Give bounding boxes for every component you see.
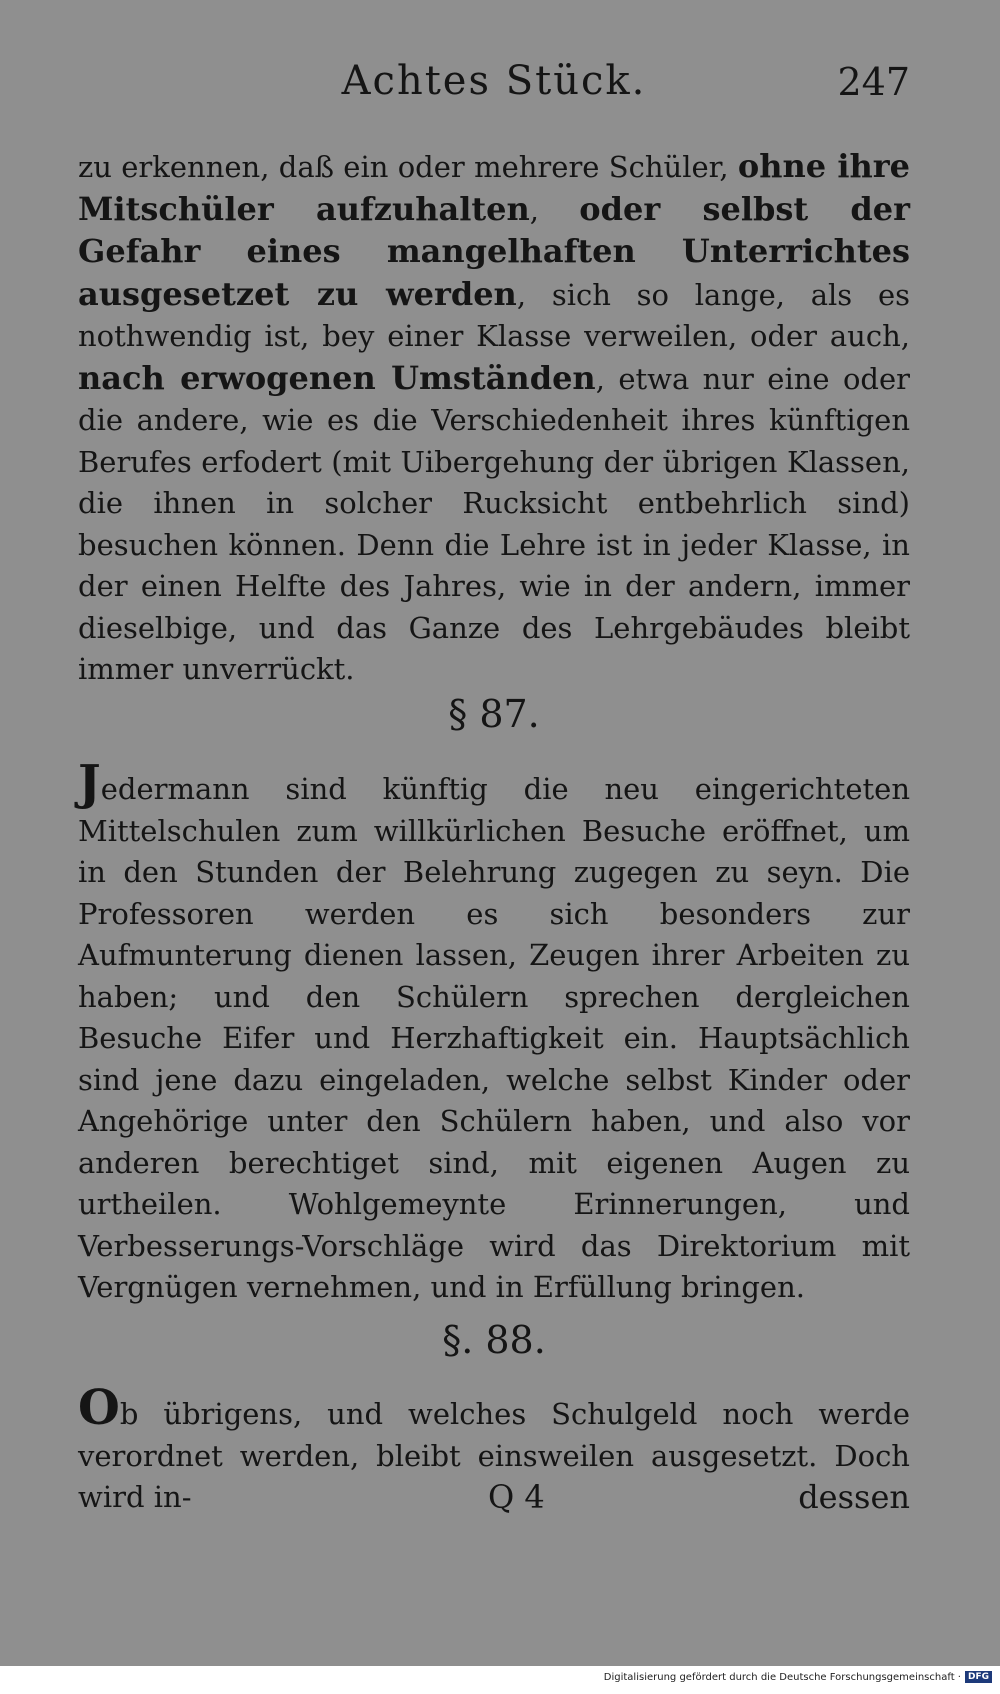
section-heading-88: §. 88. <box>442 1318 546 1362</box>
emphasized-text: ohne ihre Mitschüler aufzuhalten <box>78 147 910 228</box>
emphasized-text: oder selbst der Gefahr eines mangelhaften Unterrichtes ausgesetzet zu werden <box>78 189 910 313</box>
section-heading-87: § 87. <box>448 692 540 736</box>
text-run: , sich so lange, als es nothwendig ist, bey einer Klasse verweilen, oder auch, <box>78 277 911 353</box>
emphasized-text: nach erwogenen Umständen <box>78 358 596 397</box>
digitization-credit <box>604 1671 992 1683</box>
text-run: b übrigens, und welches Schulgeld noch werde verordnet werden, bleibt einsweilen ausgesetzt. Doch wird in- <box>78 1397 910 1514</box>
initial-letter: J <box>78 755 101 811</box>
page-number: 247 <box>837 60 910 104</box>
running-title: Achtes Stück. <box>341 58 647 104</box>
dfg-logo: DFG <box>965 1671 992 1683</box>
text-run: , <box>529 192 580 227</box>
text-run: zu erkennen, daß ein oder mehrere Schüler, <box>78 150 738 184</box>
paragraph-continuation <box>78 146 910 691</box>
paragraph-section-87 <box>78 755 910 1309</box>
text-run: edermann sind künftig die neu eingerichteten Mittelschulen zum willkürlichen Besuche eröffnet, um in den Stunden der Belehrung zugegen zu seyn. Die Professoren werden es sich besonders zur Aufmunterung dienen lassen, Zeugen ihrer Arbeiten zu haben; und den Schülern sprechen dergleichen Besuche Eifer und Herzhaftigkeit ein. Hauptsächlich sind jene dazu eingeladen, welche selbst Kinder oder Angehörige unter den Schülern haben, und also vor anderen berechtiget sind, mit eigenen Augen zu urtheilen. Wohlgemeynte Erinnerungen, und Verbesserungs-Vorschläge wird das Direktorium mit Vergnügen vernehmen, und in Erfüllung bringen. <box>78 772 910 1304</box>
credit-text: Digitalisierung gefördert durch die Deutsche Forschungsgemeinschaft · <box>603 1671 961 1683</box>
text-run: , etwa nur eine oder die andere, wie es die Verschiedenheit ihres künftigen Berufes erfodert (mit Uibergehung der übrigen Klassen, die ihnen in solcher Rucksicht entbehrlich sind) besuchen können. Denn die Lehre ist in jeder Klasse, in der einen Helfte des Jahres, wie in der andern, immer dieselbige, und das Ganze des Lehrgebäudes bleibt immer unverrückt. <box>78 361 911 686</box>
initial-letter: O <box>78 1380 120 1436</box>
catchword: dessen <box>798 1478 910 1516</box>
page-header <box>78 58 910 108</box>
signature-mark: Q 4 <box>488 1478 545 1516</box>
